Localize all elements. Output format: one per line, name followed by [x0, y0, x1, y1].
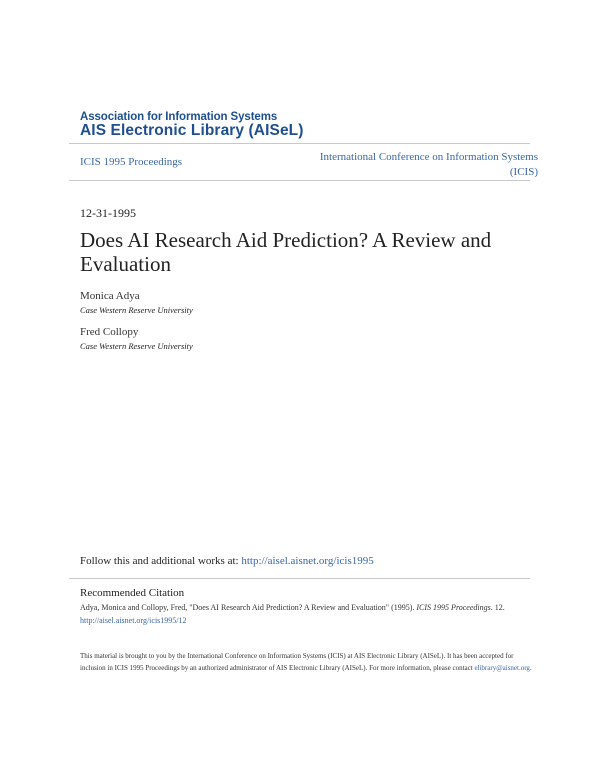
citation-text: Adya, Monica and Collopy, Fred, "Does AI Research Aid Prediction? A Review and Evaluation" (1995). [80, 603, 417, 612]
copyright-notice [80, 650, 540, 674]
contact-email-link[interactable]: elibrary@aisnet.org [474, 664, 530, 672]
collection-link[interactable]: http://aisel.aisnet.org/icis1995 [241, 555, 374, 567]
conference-link-line1[interactable]: International Conference on Information Systems [319, 151, 538, 163]
paper-title: Does AI Research Aid Prediction? A Review and Evaluation [80, 228, 492, 276]
author-name: Fred Collopy [80, 326, 139, 338]
citation-divider [69, 578, 530, 579]
author-affiliation: Case Western Reserve University [80, 341, 193, 351]
organization-name: Association for Information Systems [80, 111, 278, 123]
follow-line [80, 555, 374, 567]
library-name[interactable]: AIS Electronic Library (AISeL) [80, 122, 304, 139]
conference-link-line2[interactable]: (ICIS) [509, 166, 538, 178]
author-name: Monica Adya [80, 290, 140, 302]
author-affiliation: Case Western Reserve University [80, 305, 193, 315]
follow-text: Follow this and additional works at: [80, 555, 242, 567]
notice-text: This material is brought to you by the International Conference on Information Systems (ICIS) at AIS Electronic Library (AISeL). It has been accepted for inclusion in ICIS 1995 Proceedings by an authorized administrator of AIS Electronic Library (AISeL). For more information, please contact [80, 652, 514, 672]
paper-link[interactable]: http://aisel.aisnet.org/icis1995/12 [80, 616, 187, 625]
notice-tail: . [529, 664, 532, 672]
recommended-citation-heading: Recommended Citation [80, 587, 185, 599]
citation-block [80, 601, 540, 627]
header-divider [69, 143, 530, 144]
publication-date: 12-31-1995 [80, 206, 136, 220]
conference-link[interactable] [298, 150, 538, 180]
citation-tail: . 12. [490, 603, 505, 612]
proceedings-link[interactable]: ICIS 1995 Proceedings [80, 156, 183, 168]
series-divider [69, 180, 530, 181]
citation-source: ICIS 1995 Proceedings [416, 603, 491, 612]
